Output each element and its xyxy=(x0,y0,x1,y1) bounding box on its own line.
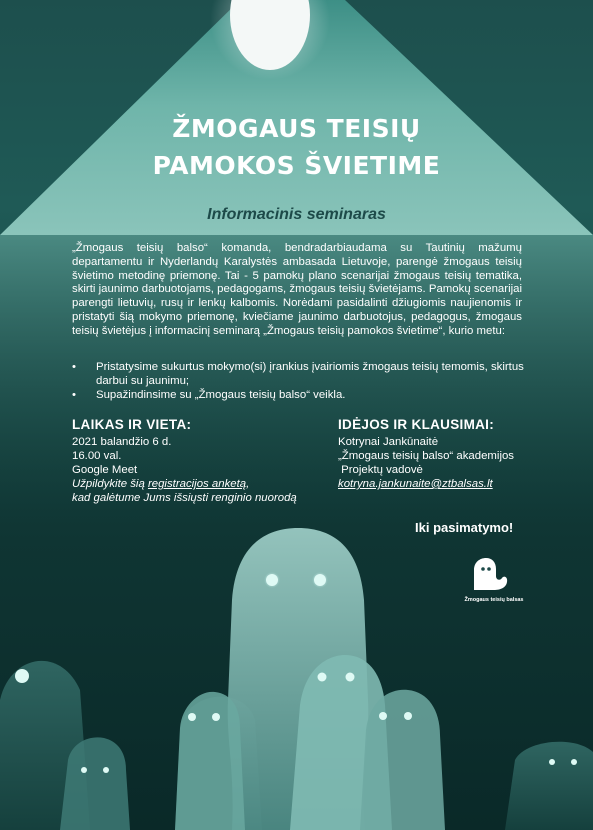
time-place-section xyxy=(72,418,322,505)
bullet-list xyxy=(72,361,527,402)
logo-text: Žmogaus teisių balsas xyxy=(464,597,524,603)
ghost-logo-icon xyxy=(470,556,510,592)
subtitle: Informacinis seminaras xyxy=(207,206,386,223)
ghost-far-right xyxy=(505,742,593,830)
registration-suffix: , xyxy=(246,478,250,490)
contact-role: Projektų vadovė xyxy=(338,464,423,476)
contact-name: Kotrynai Jankūnaitė xyxy=(338,436,439,448)
title-line-1: ŽMOGAUS TEISIŲ xyxy=(172,114,421,143)
registration-note: kad galėtume Jums išsiųsti renginio nuorodą xyxy=(72,492,297,504)
contact-heading: IDĖJOS IR KLAUSIMAI: xyxy=(338,417,495,432)
page-title xyxy=(0,110,593,184)
ghost-medium-right xyxy=(360,690,445,830)
registration-prefix: Užpildykite šią xyxy=(72,478,148,490)
time-place-heading: LAIKAS IR VIETA: xyxy=(72,417,192,432)
contact-section xyxy=(338,418,553,491)
bullet-item: • Pristatysime sukurtus mokymo(si) įrankius įvairiomis žmogaus teisių temomis, skirtus darbui su jaunimu; xyxy=(72,361,527,389)
registration-line xyxy=(72,477,322,491)
closing-text: Iki pasimatymo! xyxy=(415,520,514,535)
contact-email-link[interactable]: kotryna.jankunaite@ztbalsas.lt xyxy=(338,478,493,490)
title-line-2: PAMOKOS ŠVIETIME xyxy=(152,151,441,180)
event-date: 2021 balandžio 6 d. xyxy=(72,436,172,448)
registration-link[interactable]: registracijos anketą xyxy=(147,478,247,490)
event-place: Google Meet xyxy=(72,464,138,476)
intro-paragraph: „Žmogaus teisių balso“ komanda, bendradarbiaudama su Tautinių mažumų departamentu ir Nyderlandų Karalystės ambasada Lietuvoje, parengė žmogaus teisių švietimo metodinę priemonę. Tai - 5 pamokų plano scenarijai žmogaus teisių tematika, skirti jaunimo darbuotojams, pedagogams, žmogaus teisių švietėjams. Pamokų scenarijai parengti lietuvių, rusų ir lenkų kalbomis. Norėdami pasidalinti džiugiomis naujienomis ir pristatyti šią mokymo priemonę, kviečiame jaunimo darbuotojus, pedagogus, žmogaus teisių švietėjus į informacinį seminarą „Žmogaus teisių pamokos švietime“, kurio metu: xyxy=(72,242,522,337)
bullet-item: • Supažindinsime su „Žmogaus teisių balso“ veikla. xyxy=(72,389,527,403)
event-time: 16.00 val. xyxy=(72,450,122,462)
contact-org: „Žmogaus teisių balso“ akademijos xyxy=(338,450,514,462)
ghost-medium-left xyxy=(175,692,245,830)
